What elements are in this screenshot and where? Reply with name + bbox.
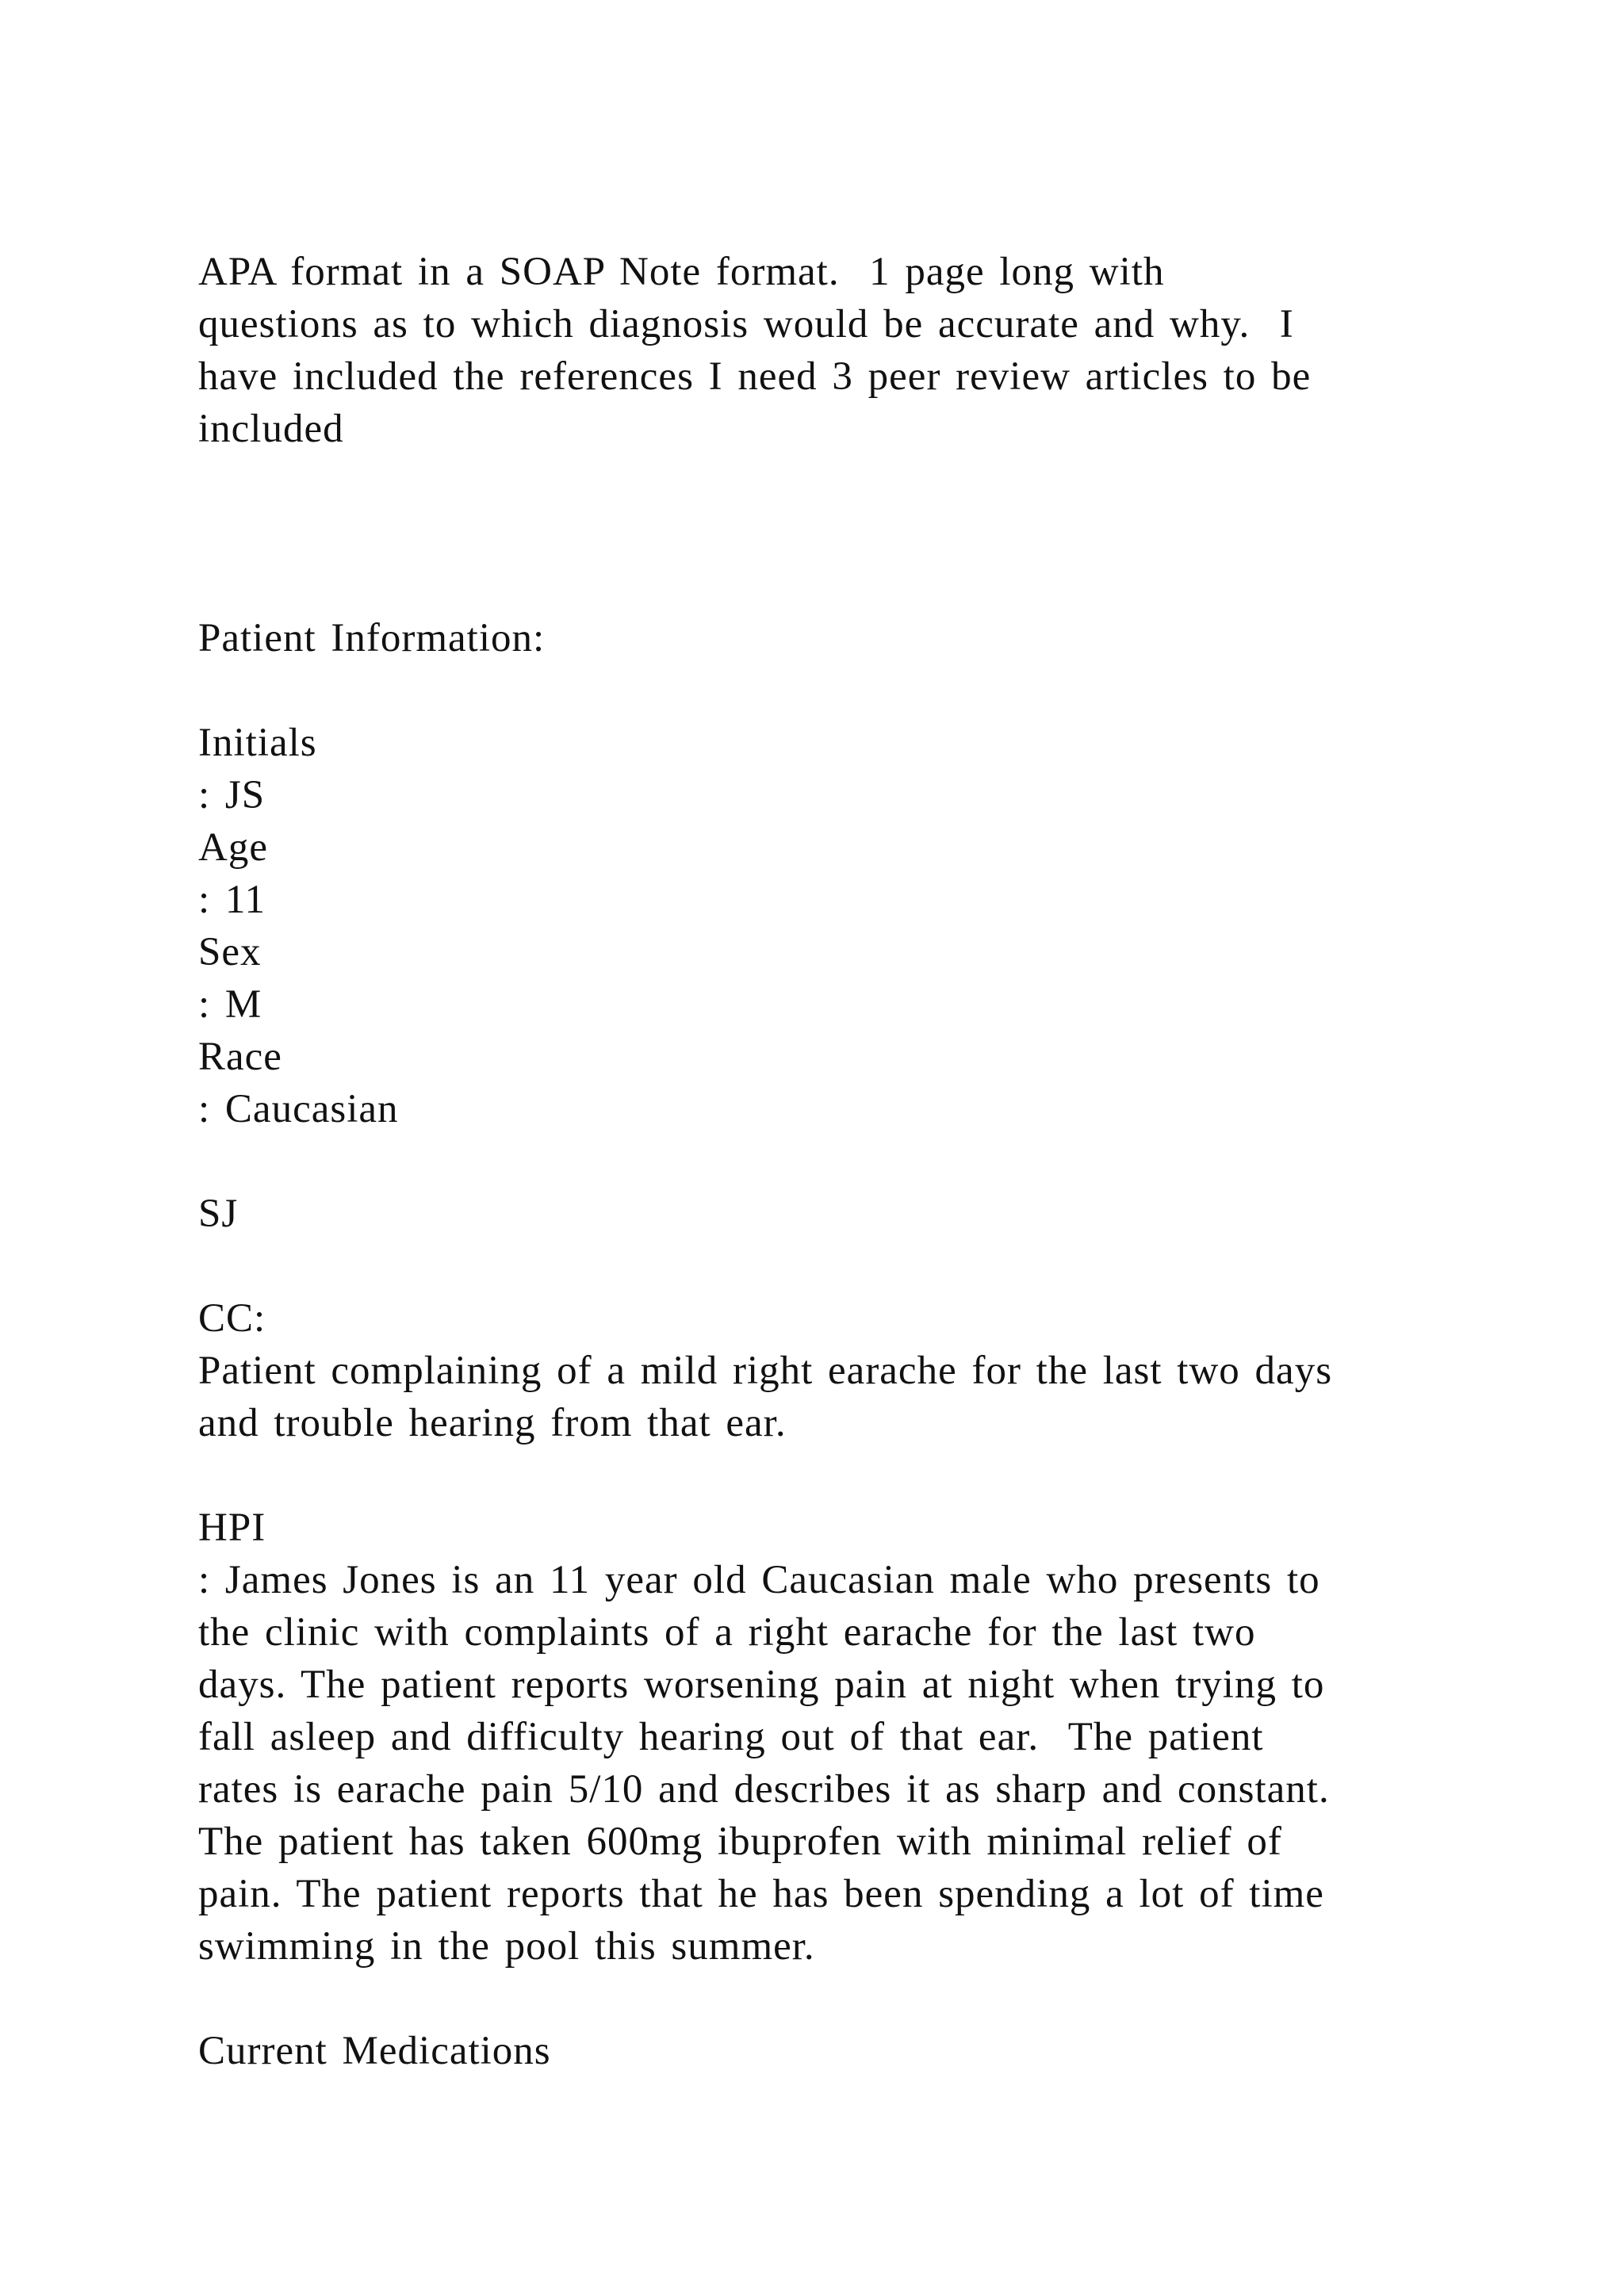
race-label: Race — [198, 1035, 282, 1079]
initials-label: Initials — [198, 721, 317, 765]
initials-value: : JS — [198, 773, 266, 817]
hpi-line: swimming in the pool this summer. — [198, 1924, 815, 1969]
intro-line: APA format in a SOAP Note format. 1 page long with — [198, 250, 1165, 294]
hpi-line: pain. The patient reports that he has been spending a lot of time — [198, 1872, 1324, 1916]
spacer — [198, 664, 1515, 717]
hpi-section — [198, 1502, 1515, 1973]
spacer — [198, 1240, 1515, 1292]
sj-section-label: SJ — [198, 1192, 239, 1236]
current-medications-label: Current Medications — [198, 2029, 551, 2073]
cc-label: CC: — [198, 1296, 266, 1341]
patient-info-heading: Patient Information: — [198, 616, 546, 660]
spacer — [198, 1135, 1515, 1188]
age-label: Age — [198, 825, 268, 870]
sex-label: Sex — [198, 930, 262, 974]
hpi-line: The patient has taken 600mg ibuprofen with minimal relief of — [198, 1820, 1282, 1864]
hpi-line: the clinic with complaints of a right earache for the last two — [198, 1610, 1256, 1655]
cc-line: Patient complaining of a mild right earache for the last two days — [198, 1349, 1333, 1393]
hpi-line: : James Jones is an 11 year old Caucasian male who presents to — [198, 1558, 1320, 1602]
race-value: : Caucasian — [198, 1087, 399, 1131]
intro-line: have included the references I need 3 peer review articles to be — [198, 354, 1312, 399]
intro-paragraph — [198, 246, 1515, 455]
hpi-line: fall asleep and difficulty hearing out of that ear. The patient — [198, 1715, 1264, 1759]
hpi-label: HPI — [198, 1506, 266, 1550]
hpi-line: rates is earache pain 5/10 and describes it as sharp and constant. — [198, 1767, 1330, 1812]
spacer — [198, 455, 1515, 612]
document-body — [198, 246, 1515, 2077]
cc-section — [198, 1292, 1515, 1449]
cc-line: and trouble hearing from that ear. — [198, 1401, 787, 1445]
intro-line: questions as to which diagnosis would be accurate and why. I — [198, 302, 1294, 346]
hpi-line: days. The patient reports worsening pain at night when trying to — [198, 1663, 1325, 1707]
intro-line: included — [198, 407, 344, 451]
age-value: : 11 — [198, 878, 266, 922]
patient-info-fields — [198, 717, 1515, 1135]
sex-value: : M — [198, 982, 262, 1027]
spacer — [198, 1449, 1515, 1502]
spacer — [198, 1973, 1515, 2025]
